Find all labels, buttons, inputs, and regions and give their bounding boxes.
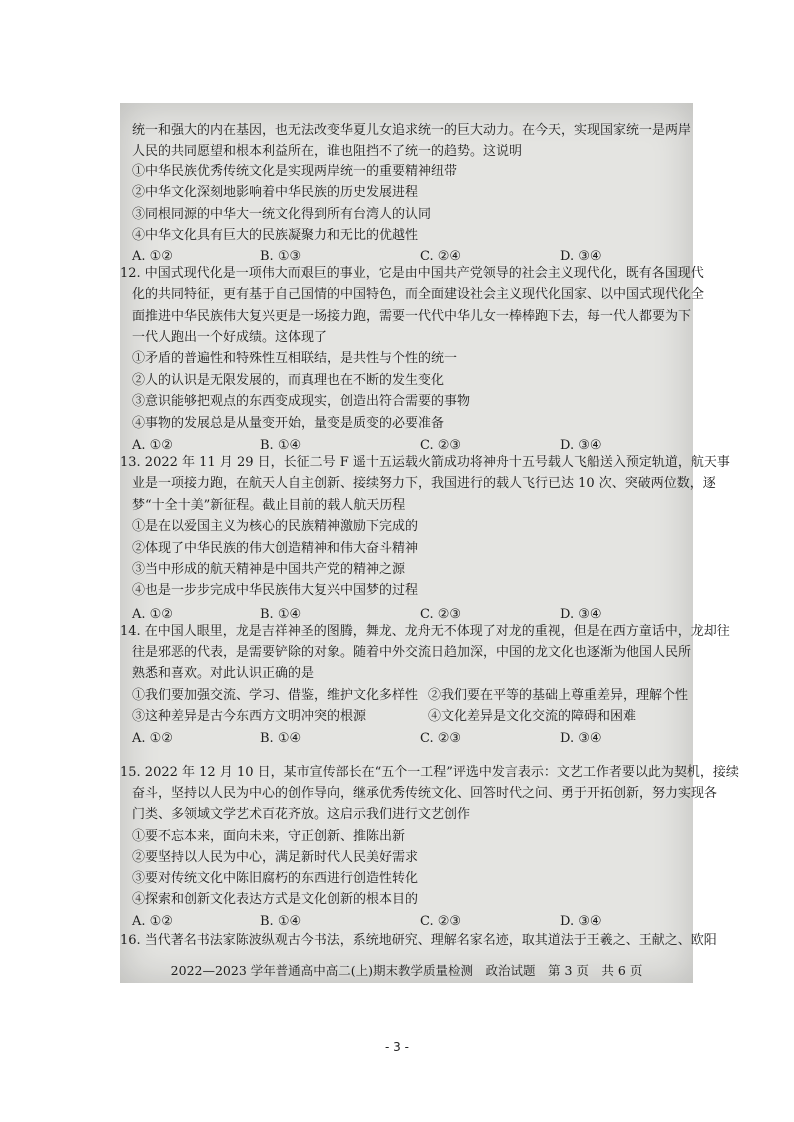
answer-choice: B. ①④ — [260, 438, 302, 453]
text-line: ③要对传统文化中陈旧腐朽的东西进行创造性转化 — [132, 871, 419, 886]
answer-choice: B. ①④ — [260, 607, 302, 622]
text-line: 16. 当代著名书法家陈波纵观古今书法，系统地研究、理解名家名迹，取其道法于王羲之、王献之、欧阳 — [120, 933, 717, 948]
scanned-page-photo — [120, 103, 739, 983]
statement-option: ④文化差异是文化交流的障碍和困难 — [428, 709, 637, 724]
answer-choice: D. ③④ — [560, 438, 602, 453]
text-line: 化的共同特征，更有基于自己国情的中国特色，而全面建设社会主义现代化国家、以中国式现代化全 — [132, 287, 705, 302]
text-line: 梦“十全十美”新征程。截止目前的载人航天历程 — [132, 498, 406, 513]
text-line: ④中华文化具有巨大的民族凝聚力和无比的优越性 — [132, 228, 419, 243]
answer-choice: D. ③④ — [560, 607, 602, 622]
text-line: 统一和强大的内在基因，也无法改变华夏儿女追求统一的巨大动力。在今天，实现国家统一是两岸 — [132, 123, 692, 138]
answer-choice: C. ②③ — [420, 731, 462, 746]
text-line: 人民的共同愿望和根本利益所在，谁也阻挡不了统一的趋势。这说明 — [132, 144, 523, 159]
answer-choice: D. ③④ — [560, 249, 602, 264]
answer-choice: C. ②③ — [420, 607, 462, 622]
text-line: ②人的认识是无限发展的，而真理也在不断的发生变化 — [132, 373, 445, 388]
text-line: 12. 中国式现代化是一项伟大而艰巨的事业，它是由中国共产党领导的社会主义现代化，既有各国现代 — [120, 266, 704, 281]
answer-choice: B. ①④ — [260, 731, 302, 746]
text-line: 面推进中华民族伟大复兴更是一场接力跑，需要一代代中华儿女一棒棒跑下去，每一代人都要为下 — [132, 309, 692, 324]
text-line: ①中华民族优秀传统文化是实现两岸统一的重要精神纽带 — [132, 164, 458, 179]
text-line: ④探索和创新文化表达方式是文化创新的根本目的 — [132, 892, 419, 907]
text-line: 熟悉和喜欢。对此认识正确的是 — [132, 666, 315, 681]
text-line: ②要坚持以人民为中心，满足新时代人民美好需求 — [132, 850, 419, 865]
answer-choice: A. ①② — [132, 914, 173, 929]
text-line: 往是邪恶的代表，是需要铲除的对象。随着中外交流日趋加深，中国的龙文化也逐渐为他国人民所 — [132, 645, 692, 660]
text-line: 一代人跑出一个好成绩。这体现了 — [132, 330, 328, 345]
text-line: ②中华文化深刻地影响着中华民族的历史发展进程 — [132, 185, 419, 200]
text-line: ①要不忘本来，面向未来，守正创新、推陈出新 — [132, 829, 406, 844]
statement-option: ②我们要在平等的基础上尊重差异，理解个性 — [428, 688, 689, 703]
text-line: ④事物的发展总是从量变开始，量变是质变的必要准备 — [132, 416, 445, 431]
text-line: 奋斗，坚持以人民为中心的创作导向，继承优秀传统文化、回答时代之问、勇于开拓创新，努力实现各 — [132, 786, 718, 801]
text-line: ③意识能够把观点的东西变成现实，创造出符合需要的事物 — [132, 394, 471, 409]
text-line: 门类、多领域文学艺术百花齐放。这启示我们进行文艺创作 — [132, 807, 471, 822]
answer-choice: C. ②④ — [420, 249, 462, 264]
statement-option: ①我们要加强交流、学习、借鉴，维护文化多样性 — [132, 688, 419, 703]
page-number: - 3 - — [385, 1040, 409, 1054]
text-line: ①是在以爱国主义为核心的民族精神激励下完成的 — [132, 519, 419, 534]
answer-choice: A. ①② — [132, 731, 173, 746]
answer-choice: B. ①③ — [260, 249, 302, 264]
answer-choice: C. ②③ — [420, 438, 462, 453]
answer-choice: D. ③④ — [560, 914, 602, 929]
text-line: 业是一项接力跑，在航天人自主创新、接续努力下，我国进行的载人飞行已达 10 次、突破两位数，逐 — [132, 476, 716, 491]
answer-choice: C. ②③ — [420, 914, 462, 929]
answer-choice: D. ③④ — [560, 731, 602, 746]
text-line: 14. 在中国人眼里，龙是吉祥神圣的图腾，舞龙、龙舟无不体现了对龙的重视，但是在西方童话中，龙却往 — [120, 624, 730, 639]
answer-choice: A. ①② — [132, 249, 173, 264]
answer-choice: A. ①② — [132, 438, 173, 453]
answer-choice: A. ①② — [132, 607, 173, 622]
statement-option: ③这种差异是古今东西方文明冲突的根源 — [132, 709, 367, 724]
text-line: 15. 2022 年 12 月 10 日，某市宣传部长在“五个一工程”评选中发言表示：文艺工作者要以此为契机，接续 — [120, 765, 739, 780]
page-footer: 2022—2023 学年普通高中高二(上)期末教学质量检测 政治试题 第 3 页 共 6 页 — [170, 963, 643, 978]
text-line: ①矛盾的普遍性和特殊性互相联结，是共性与个性的统一 — [132, 351, 458, 366]
text-line: ③当中形成的航天精神是中国共产党的精神之源 — [132, 562, 406, 577]
text-line: ④也是一步步完成中华民族伟大复兴中国梦的过程 — [132, 583, 419, 598]
text-line: ②体现了中华民族的伟大创造精神和伟大奋斗精神 — [132, 541, 419, 556]
text-line: 13. 2022 年 11 月 29 日，长征二号 F 遥十五运载火箭成功将神舟十五号载人飞船送入预定轨道，航天事 — [120, 455, 730, 470]
answer-choice: B. ①④ — [260, 914, 302, 929]
text-line: ③同根同源的中华大一统文化得到所有台湾人的认同 — [132, 207, 432, 222]
